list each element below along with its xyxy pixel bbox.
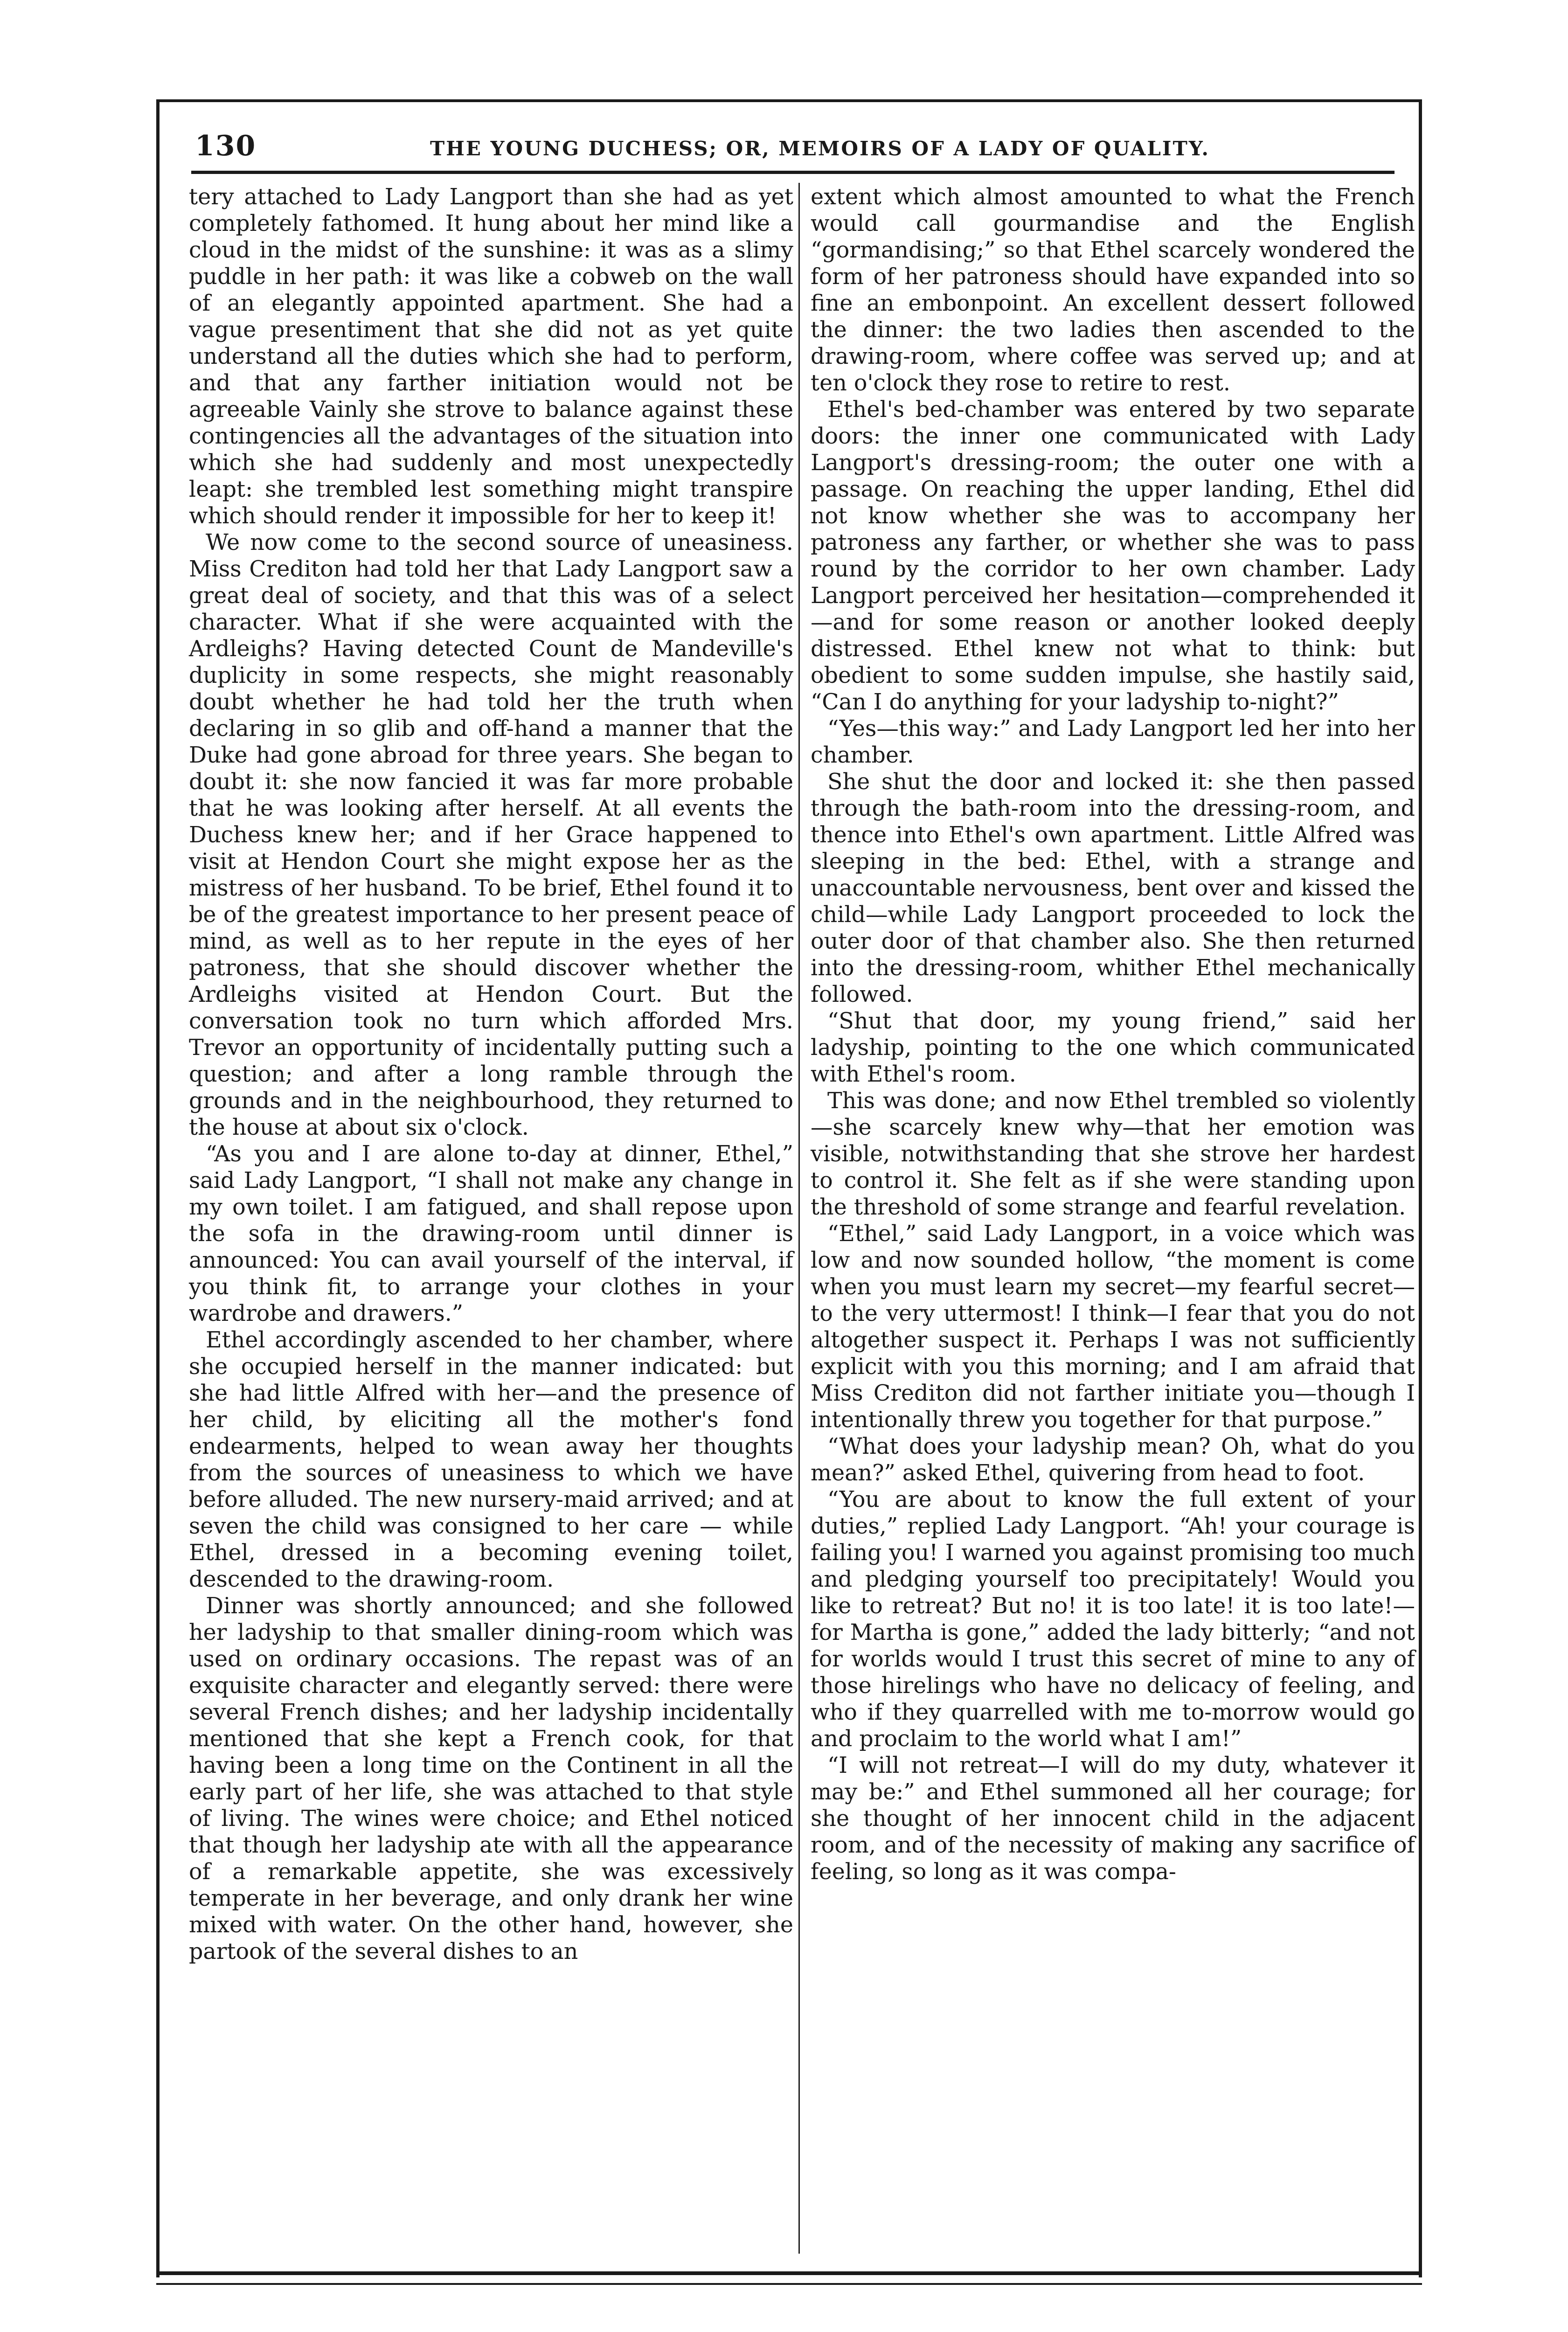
- paragraph: extent which almost amounted to what the French would call gourmandise and the English “gormandising;” so that Ethel scarcely wondered the form of her patroness should have expanded into so fine an embonpoint. An excellent dessert followed the dinner: the two ladies then ascended to the drawing-room, where coffee was served up; and at ten o'clock they rose to retire to rest.: [811, 184, 1415, 396]
- paragraph: “As you and I are alone to-day at dinner, Ethel,” said Lady Langport, “I shall not make any change in my own toilet. I am fatigued, and shall repose upon the sofa in the drawing-room until dinner is announced: You can avail yourself of the interval, if you think fit, to arrange your clothes in your wardrobe and drawers.”: [189, 1141, 793, 1326]
- top-rule: [156, 99, 1422, 102]
- paragraph: “You are about to know the full extent of your duties,” replied Lady Langport. “Ah! your courage is failing you! I warned you against promising too much and pledging yourself too precipitately! Would you like to retreat? But no! it is too late! it is too late!—for Martha is gone,” added the lady bitterly; “and not for worlds would I trust this secret of mine to any of those hirelings who have no delicacy of feeling, and who if they quarrelled with me to-morrow would go and proclaim to the world what I am!”: [811, 1487, 1415, 1752]
- paragraph: “Yes—this way:” and Lady Langport led her into her chamber.: [811, 716, 1415, 768]
- column-divider: [798, 183, 800, 2254]
- left-column: [189, 184, 793, 1965]
- header-rule: [191, 171, 1395, 174]
- paragraph: “What does your ladyship mean? Oh, what do you mean?” asked Ethel, quivering from head to foot.: [811, 1434, 1415, 1486]
- page-header: [195, 130, 1389, 172]
- paragraph: tery attached to Lady Langport than she had as yet completely fathomed. It hung about her mind like a cloud in the midst of the sunshine: it was as a slimy puddle in her path: it was like a cobweb on the wall of an elegantly appointed apartment. She had a vague presentiment that she did not as yet quite understand all the duties which she had to perform, and that any farther initiation would not be agreeable Vainly she strove to balance against these contingencies all the advantages of the situation into which she had suddenly and most unexpectedly leapt: she trembled lest something might transpire which should render it impossible for her to keep it!: [189, 184, 793, 529]
- paragraph: “I will not retreat—I will do my duty, whatever it may be:” and Ethel summoned all her courage; for she thought of her innocent child in the adjacent room, and of the necessity of making any sacrifice of feeling, so long as it was compa-: [811, 1753, 1415, 1885]
- paragraph: Ethel's bed-chamber was entered by two separate doors: the inner one communicated with Lady Langport's dressing-room; the outer one with a passage. On reaching the upper landing, Ethel did not know whether she was to accompany her patroness any farther, or whether she was to pass round by the corridor to her own chamber. Lady Langport perceived her hesitation—comprehended it—and for some reason or another looked deeply distressed. Ethel knew not what to think: but obedient to some sudden impulse, she hastily said, “Can I do anything for your ladyship to-night?”: [811, 397, 1415, 715]
- paragraph: We now come to the second source of uneasiness. Miss Crediton had told her that Lady Langport saw a great deal of society, and that this was of a select character. What if she were acquainted with the Ardleighs? Having detected Count de Mandeville's duplicity in some respects, she might reasonably doubt whether he had told her the truth when declaring in so glib and off-hand a manner that the Duke had gone abroad for three years. She began to doubt it: she now fancied it was far more probable that he was looking after herself. At all events the Duchess knew her; and if her Grace happened to visit at Hendon Court she might expose her as the mistress of her husband. To be brief, Ethel found it to be of the greatest importance to her present peace of mind, as well as to her repute in the eyes of her patroness, that she should discover whether the Ardleighs visited at Hendon Court. But the conversation took no turn which afforded Mrs. Trevor an opportunity of incidentally putting such a question; and after a long ramble through the grounds and in the neighbourhood, they returned to the house at about six o'clock.: [189, 530, 793, 1140]
- paragraph: “Ethel,” said Lady Langport, in a voice which was low and now sounded hollow, “the moment is come when you must learn my secret—my fearful secret—to the very uttermost! I think—I fear that you do not altogether suspect it. Perhaps I was not sufficiently explicit with you this morning; and I am afraid that Miss Crediton did not farther initiate you—though I intentionally threw you together for that purpose.”: [811, 1221, 1415, 1433]
- paragraph: “Shut that door, my young friend,” said her ladyship, pointing to the one which communicated with Ethel's room.: [811, 1008, 1415, 1087]
- bottom-rule-thin: [156, 2283, 1422, 2285]
- running-head: THE YOUNG DUCHESS; OR, MEMOIRS OF A LADY OF QUALITY.: [430, 137, 1210, 160]
- paragraph: Ethel accordingly ascended to her chamber, where she occupied herself in the manner indicated: but she had little Alfred with her—and the presence of her child, by eliciting all the mother's fond endearments, helped to wean away her thoughts from the sources of uneasiness to which we have before alluded. The new nursery-maid arrived; and at seven the child was consigned to her care — while Ethel, dressed in a becoming evening toilet, descended to the drawing-room.: [189, 1327, 793, 1592]
- bottom-rule: [156, 2271, 1422, 2275]
- right-column: [811, 184, 1415, 1885]
- paragraph: Dinner was shortly announced; and she followed her ladyship to that smaller dining-room which was used on ordinary occasions. The repast was of an exquisite character and elegantly served: there were several French dishes; and her ladyship incidentally mentioned that she kept a French cook, for that having been a long time on the Continent in all the early part of her life, she was attached to that style of living. The wines were choice; and Ethel noticed that though her ladyship ate with all the appearance of a remarkable appetite, she was excessively temperate in her beverage, and only drank her wine mixed with water. On the other hand, however, she partook of the several dishes to an: [189, 1593, 793, 1964]
- page-number: 130: [195, 130, 257, 162]
- paragraph: This was done; and now Ethel trembled so violently—she scarcely knew why—that her emotion was visible, notwithstanding that she strove her hardest to control it. She felt as if she were standing upon the threshold of some strange and fearful revelation.: [811, 1088, 1415, 1220]
- paragraph: She shut the door and locked it: she then passed through the bath-room into the dressing-room, and thence into Ethel's own apartment. Little Alfred was sleeping in the bed: Ethel, with a strange and unaccountable nervousness, bent over and kissed the child—while Lady Langport proceeded to lock the outer door of that chamber also. She then returned into the dressing-room, whither Ethel mechanically followed.: [811, 769, 1415, 1007]
